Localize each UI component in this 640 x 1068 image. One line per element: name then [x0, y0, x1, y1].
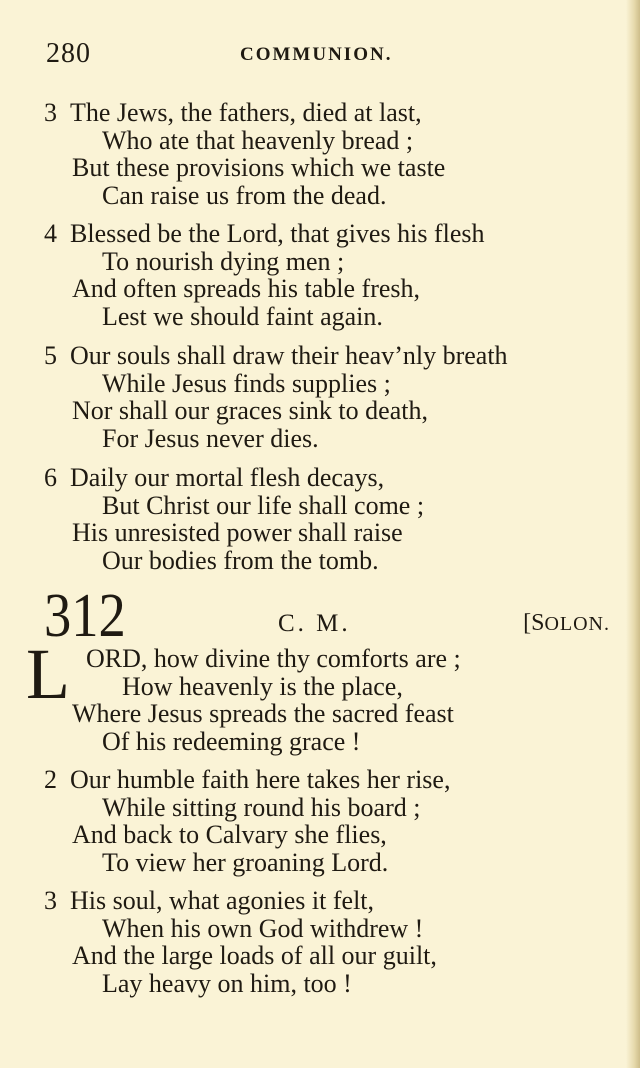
stanza-1 [86, 645, 461, 700]
verse-line: And the large loads of all our guilt, [72, 941, 437, 970]
verse-line: 2 Our humble faith here takes her rise, [44, 765, 451, 794]
stanza-number: 4 [44, 219, 57, 248]
verse-line: 4 Blessed be the Lord, that gives his flesh [44, 219, 485, 248]
verse-line: How heavenly is the place, [122, 671, 403, 701]
stanza-prev-6 [44, 464, 424, 574]
verse-line: His unresisted power shall raise [72, 518, 403, 547]
verse-line: While sitting round his board ; [102, 792, 421, 822]
verse-line: For Jesus never dies. [102, 423, 319, 453]
verse-line: Who ate that heavenly bread ; [102, 125, 414, 155]
verse-line: Where Jesus spreads the sacred feast [72, 699, 454, 728]
stanza-2 [44, 766, 450, 876]
verse-line: Can raise us from the dead. [102, 180, 387, 210]
stanza-prev-3 [44, 99, 445, 209]
verse-line: Our bodies from the tomb. [102, 545, 379, 575]
stanza-number: 3 [44, 886, 57, 915]
drop-cap: L [26, 634, 70, 714]
stanza-number: 3 [44, 98, 57, 127]
verse-line: But these provisions which we taste [72, 153, 446, 182]
stanza-3 [44, 887, 437, 997]
tune-name: [SOLON. [523, 610, 610, 636]
page-number: 280 [46, 38, 91, 69]
verse-line: Of his redeeming grace ! [102, 726, 361, 756]
page-header [46, 38, 606, 72]
verse-line: When his own God withdrew ! [102, 913, 424, 943]
stanza-prev-5 [44, 342, 508, 452]
verse-line: But Christ our life shall come ; [102, 490, 425, 520]
stanza-number: 6 [44, 463, 57, 492]
verse-line: 3 The Jews, the fathers, died at last, [44, 98, 422, 127]
verse-line: 6 Daily our mortal flesh decays, [44, 463, 385, 492]
hymn-number: 312 [44, 582, 126, 650]
verse-line: And back to Calvary she flies, [72, 820, 387, 849]
stanza-number: 5 [44, 341, 57, 370]
hymn-header [44, 582, 610, 650]
verse-line: While Jesus finds supplies ; [102, 368, 391, 398]
stanza-number: 2 [44, 765, 57, 794]
verse-line: And often spreads his table fresh, [72, 274, 421, 303]
hymn-meter: C. M. [278, 610, 351, 637]
stanza-prev-4 [44, 220, 484, 330]
stanza-1-cont [44, 700, 454, 755]
verse-line: Lest we should faint again. [102, 301, 383, 331]
verse-line: 5 Our souls shall draw their heav’nly breath [44, 341, 508, 370]
verse-line: Lay heavy on him, too ! [102, 968, 352, 998]
verse-line: 3 His soul, what agonies it felt, [44, 886, 375, 915]
verse-line: ORD, how divine thy comforts are ; [86, 644, 461, 673]
verse-line: To nourish dying men ; [102, 246, 345, 276]
verse-line: To view her groaning Lord. [102, 847, 389, 877]
running-head: COMMUNION. [240, 44, 393, 65]
verse-line: Nor shall our graces sink to death, [72, 396, 428, 425]
page-edge [626, 0, 640, 1068]
